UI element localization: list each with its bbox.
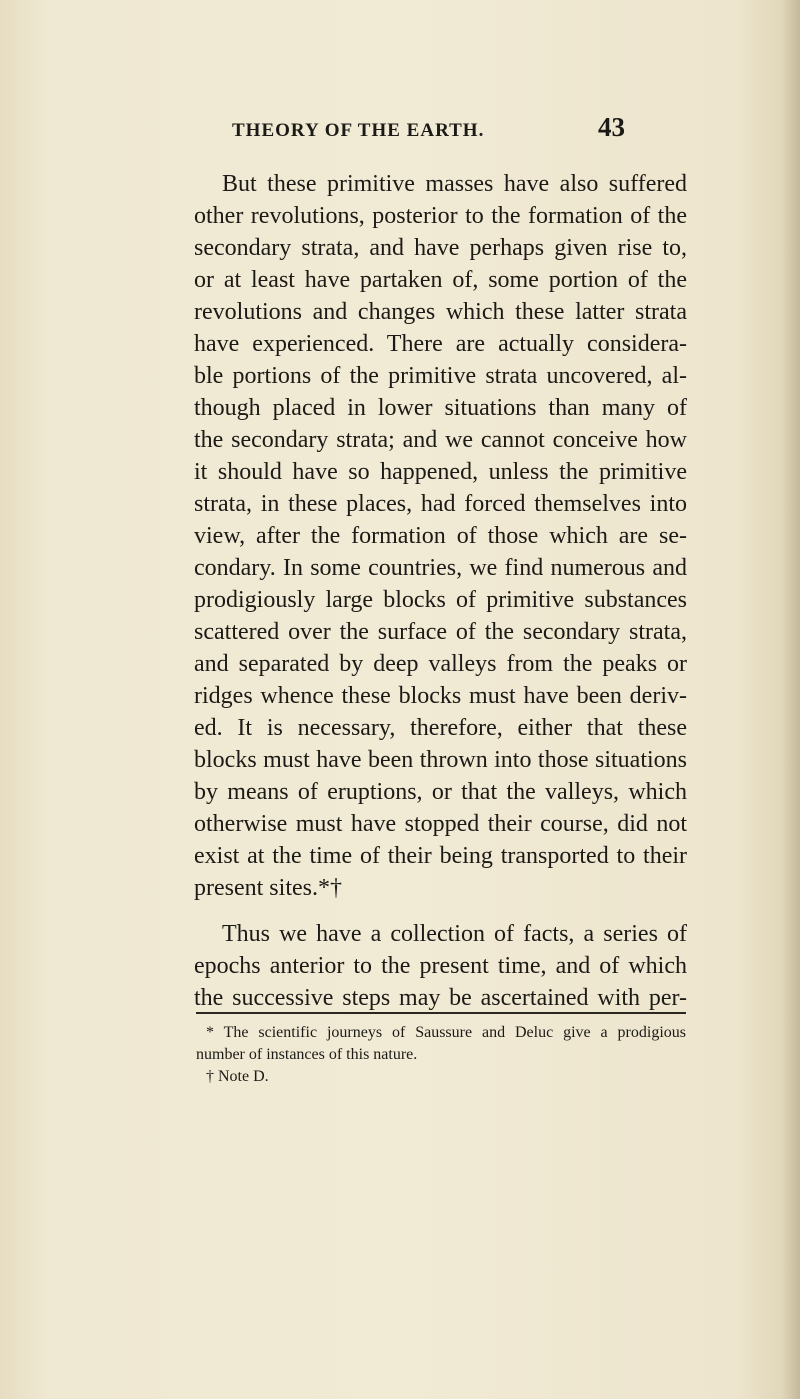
text-line: by means of eruptions, or that the valleys, which	[194, 779, 687, 805]
footnotes	[196, 1022, 686, 1088]
text-line: the successive steps may be ascertained with per-	[194, 985, 687, 1011]
text-line: strata, in these places, had forced themselves into	[194, 491, 687, 517]
running-head: THEORY OF THE EARTH.	[232, 120, 485, 141]
text-line: ed. It is necessary, therefore, either that these	[194, 715, 687, 741]
text-line: and separated by deep valleys from the peaks or	[194, 651, 687, 677]
text-line: view, after the formation of those which are se-	[194, 523, 687, 549]
text-line: it should have so happened, unless the primitive	[194, 459, 687, 485]
text-line: But these primitive masses have also suffered	[222, 171, 687, 197]
text-line: condary. In some countries, we find numerous and	[194, 555, 687, 581]
paragraph-2	[194, 918, 687, 1014]
text-line: secondary strata, and have perhaps given rise to,	[194, 235, 687, 261]
footnote-rule	[196, 1012, 686, 1014]
text-line: though placed in lower situations than many of	[194, 395, 687, 421]
paragraph-1	[194, 168, 687, 904]
text-line: blocks must have been thrown into those situations	[194, 747, 687, 773]
text-line: otherwise must have stopped their course, did not	[194, 811, 687, 837]
paragraph-spacer	[194, 904, 687, 918]
text-line: other revolutions, posterior to the formation of the	[194, 203, 687, 229]
text-line: exist at the time of their being transported to their	[194, 843, 687, 869]
text-line: revolutions and changes which these latter strata	[194, 299, 687, 325]
footnote-star-line: * The scientific journeys of Saussure and Deluc give a prodigious	[206, 1024, 686, 1041]
text-line: epochs anterior to the present time, and of which	[194, 953, 687, 979]
page-edge-shadow	[782, 0, 800, 1399]
text-line: present sites.*†	[194, 875, 342, 901]
text-line: Thus we have a collection of facts, a series of	[222, 921, 687, 947]
text-line: have experienced. There are actually considera-	[194, 331, 687, 357]
page-header	[0, 92, 800, 142]
page-number: 43	[598, 112, 625, 142]
text-line: the secondary strata; and we cannot conceive how	[194, 427, 687, 453]
text-line: prodigiously large blocks of primitive substances	[194, 587, 687, 613]
text-line: ble portions of the primitive strata uncovered, al-	[194, 363, 687, 389]
text-line: ridges whence these blocks must have been deriv-	[194, 683, 687, 709]
footnote-dagger: † Note D.	[206, 1068, 269, 1085]
footnote-star-line: number of instances of this nature.	[196, 1046, 418, 1063]
text-line: scattered over the surface of the secondary strata,	[194, 619, 687, 645]
text-line: or at least have partaken of, some portion of the	[194, 267, 687, 293]
body-text	[194, 168, 687, 1014]
